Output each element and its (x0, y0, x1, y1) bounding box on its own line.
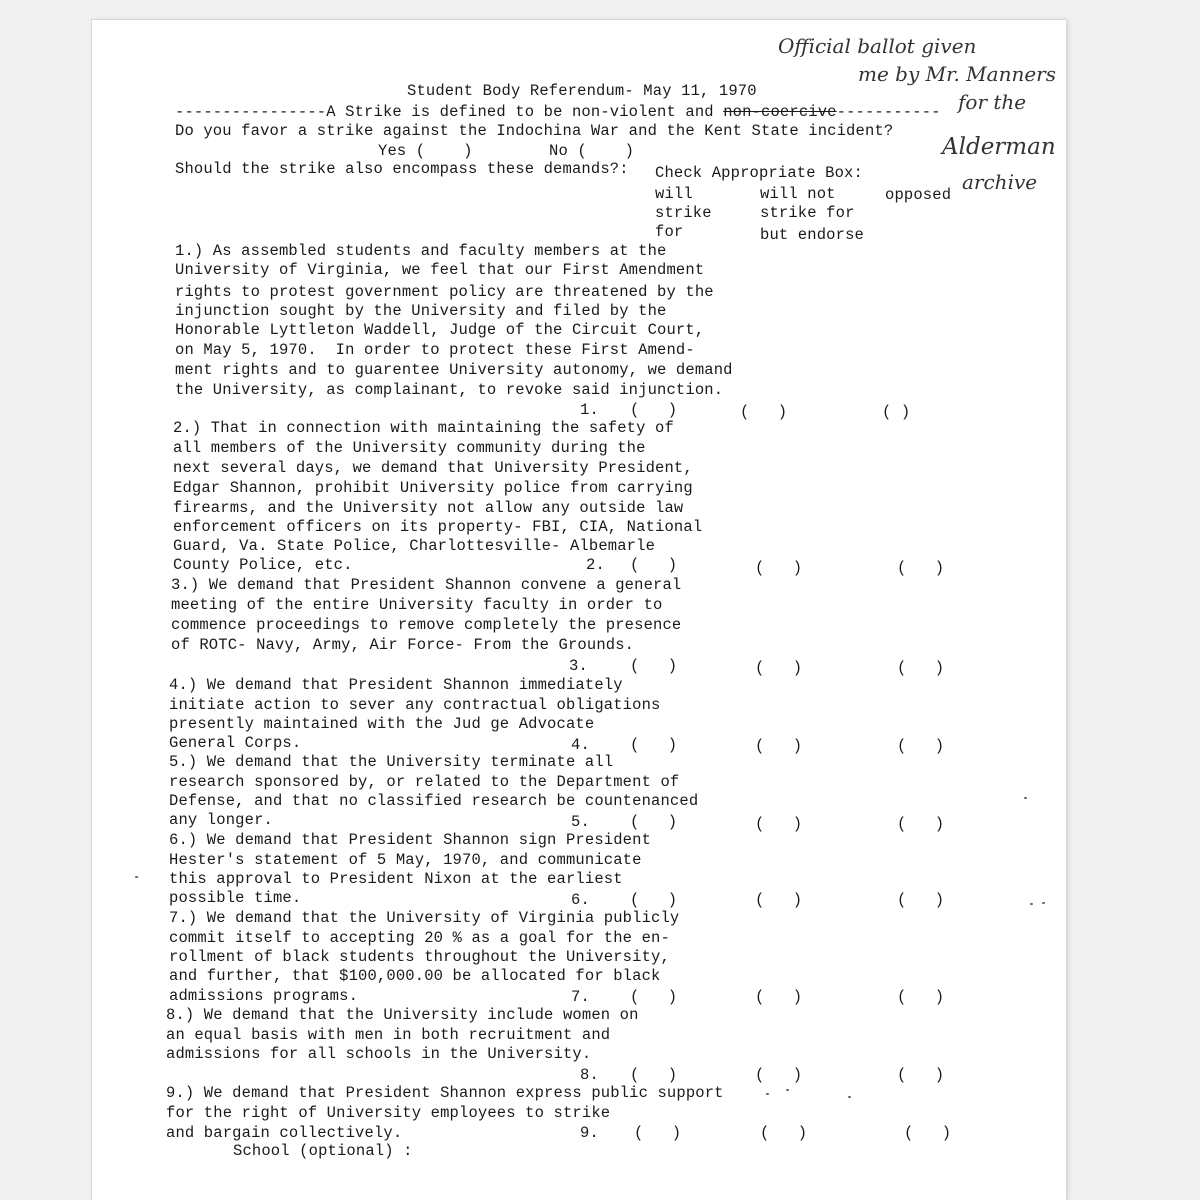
opposed-checkbox[interactable]: ( ) (904, 1124, 952, 1142)
demands-question: Should the strike also encompass these demands?: (175, 160, 629, 178)
will-not-strike-checkbox[interactable]: ( ) (740, 403, 788, 421)
demand-text-line: and bargain collectively. (166, 1124, 403, 1142)
demand-text-line: commence proceedings to remove completely the presence (171, 616, 682, 634)
demand-text-line: Honorable Lyttleton Waddell, Judge of the Circuit Court, (175, 321, 705, 339)
opposed-checkbox[interactable]: ( ) (882, 403, 911, 421)
will-not-strike-checkbox[interactable]: ( ) (755, 737, 803, 755)
demand-text-line: an equal basis with men in both recruitment and (166, 1026, 611, 1044)
demand-text-line: Edgar Shannon, prohibit University police from carrying (173, 479, 693, 497)
demand-text-line: the University, as complainant, to revoke said injunction. (175, 381, 724, 399)
column-opposed: opposed (885, 186, 952, 204)
check-instruction: Check Appropriate Box: (655, 164, 863, 182)
demand-number: 1. (580, 401, 599, 419)
scan-speck (766, 1093, 769, 1095)
demand-number: 7. (571, 988, 590, 1006)
demand-text-line: meeting of the entire University faculty in order to (171, 596, 663, 614)
scan-speck (1042, 902, 1045, 904)
demand-text-line: any longer. (169, 811, 273, 829)
demand-text-line: General Corps. (169, 734, 302, 752)
demand-text-line: 5.) We demand that the University terminate all (169, 753, 614, 771)
will-not-strike-checkbox[interactable]: ( ) (755, 815, 803, 833)
demand-text-line: presently maintained with the Jud ge Advocate (169, 715, 595, 733)
demand-number: 9. (580, 1124, 599, 1142)
demand-text-line: Hester's statement of 5 May, 1970, and communicate (169, 851, 642, 869)
will-strike-checkbox[interactable]: ( ) (634, 1124, 682, 1142)
column-will-strike-line: strike (655, 204, 712, 222)
will-not-strike-checkbox[interactable]: ( ) (755, 659, 803, 677)
will-not-strike-checkbox[interactable]: ( ) (755, 891, 803, 909)
column-will-not-strike-line: but endorse (760, 226, 864, 244)
scan-speck (1030, 903, 1033, 905)
demand-number: 6. (571, 891, 590, 909)
will-strike-checkbox[interactable]: ( ) (630, 891, 678, 909)
column-will-strike-line: will (655, 185, 693, 203)
opposed-checkbox[interactable]: ( ) (897, 1066, 945, 1084)
will-strike-checkbox[interactable]: ( ) (630, 1066, 678, 1084)
handwritten-note-line: Alderman (942, 134, 1056, 160)
demand-text-line: 3.) We demand that President Shannon convene a general (171, 576, 682, 594)
demand-text-line: ment rights and to guarentee University autonomy, we demand (175, 361, 733, 379)
will-not-strike-checkbox[interactable]: ( ) (755, 1066, 803, 1084)
demand-text-line: firearms, and the University not allow any outside law (173, 499, 684, 517)
column-will-not-strike-line: strike for (760, 204, 855, 222)
handwritten-note-line: for the (958, 90, 1027, 114)
demand-number: 8. (580, 1066, 599, 1084)
scan-speck (786, 1089, 789, 1091)
demand-text-line: 6.) We demand that President Shannon sign President (169, 831, 652, 849)
demand-text-line: possible time. (169, 889, 302, 907)
demand-text-line: this approval to President Nixon at the earliest (169, 870, 623, 888)
demand-text-line: 4.) We demand that President Shannon immediately (169, 676, 623, 694)
demand-text-line: initiate action to sever any contractual obligations (169, 696, 661, 714)
demand-text-line: 7.) We demand that the University of Virginia publicly (169, 909, 680, 927)
demand-text-line: of ROTC- Navy, Army, Air Force- From the Grounds. (171, 636, 635, 654)
demand-text-line: 8.) We demand that the University include women on (166, 1006, 639, 1024)
scan-speck (135, 876, 138, 878)
no-checkbox[interactable]: No ( ) (549, 142, 635, 160)
demand-text-line: admissions for all schools in the University. (166, 1045, 592, 1063)
will-strike-checkbox[interactable]: ( ) (630, 657, 678, 675)
demand-number: 3. (569, 657, 588, 675)
demand-text-line: admissions programs. (169, 987, 359, 1005)
will-strike-checkbox[interactable]: ( ) (630, 736, 678, 754)
demand-text-line: research sponsored by, or related to the Department of (169, 773, 680, 791)
school-label: School (optional) : (233, 1142, 413, 1160)
opposed-checkbox[interactable]: ( ) (897, 659, 945, 677)
demand-text-line: injunction sought by the University and filed by the (175, 302, 667, 320)
demand-text-line: Defense, and that no classified research be countenanced (169, 792, 699, 810)
demand-text-line: University of Virginia, we feel that our First Amendment (175, 261, 705, 279)
demand-text-line: on May 5, 1970. In order to protect these First Amend- (175, 341, 695, 359)
demand-number: 2. (586, 556, 605, 574)
opposed-checkbox[interactable]: ( ) (897, 737, 945, 755)
will-strike-checkbox[interactable]: ( ) (630, 813, 678, 831)
opposed-checkbox[interactable]: ( ) (897, 559, 945, 577)
demand-text-line: 9.) We demand that President Shannon express public support (166, 1084, 724, 1102)
demand-text-line: County Police, etc. (173, 556, 353, 574)
column-will-strike-line: for (655, 223, 684, 241)
will-strike-checkbox[interactable]: ( ) (630, 556, 678, 574)
demand-text-line: 2.) That in connection with maintaining the safety of (173, 419, 674, 437)
column-will-not-strike-line: will not (760, 185, 836, 203)
demand-text-line: for the right of University employees to strike (166, 1104, 611, 1122)
opposed-checkbox[interactable]: ( ) (897, 815, 945, 833)
will-not-strike-checkbox[interactable]: ( ) (755, 559, 803, 577)
demand-text-line: rights to protest government policy are threatened by the (175, 283, 714, 301)
demand-text-line: Guard, Va. State Police, Charlottesville- Albemarle (173, 537, 656, 555)
demand-text-line: enforcement officers on its property- FBI, CIA, National (173, 518, 703, 536)
demand-text-line: all members of the University community during the (173, 439, 646, 457)
yes-checkbox[interactable]: Yes ( ) (378, 142, 473, 160)
demand-text-line: rollment of black students throughout the University, (169, 948, 670, 966)
demand-number: 5. (571, 813, 590, 831)
handwritten-note-line: me by Mr. Manners (858, 62, 1056, 86)
strike-question: Do you favor a strike against the Indochina War and the Kent State incident? (175, 122, 894, 140)
handwritten-note-line: Official ballot given (778, 34, 977, 58)
will-not-strike-checkbox[interactable]: ( ) (755, 988, 803, 1006)
opposed-checkbox[interactable]: ( ) (897, 891, 945, 909)
ballot-title: Student Body Referendum- May 11, 1970 (407, 82, 757, 100)
scan-speck (848, 1096, 851, 1098)
demand-number: 4. (571, 736, 590, 754)
demand-text-line: commit itself to accepting 20 % as a goal for the en- (169, 929, 670, 947)
demand-text-line: 1.) As assembled students and faculty members at the (175, 242, 667, 260)
demand-text-line: next several days, we demand that University President, (173, 459, 693, 477)
demand-text-line: and further, that $100,000.00 be allocated for black (169, 967, 661, 985)
strike-definition: ----------------A Strike is defined to be non-violent and non-coercive----------- (175, 103, 941, 121)
scan-speck (1024, 797, 1027, 799)
will-strike-checkbox[interactable]: ( ) (630, 401, 678, 419)
will-not-strike-checkbox[interactable]: ( ) (760, 1124, 808, 1142)
handwritten-note-line: archive (962, 170, 1038, 194)
opposed-checkbox[interactable]: ( ) (897, 988, 945, 1006)
will-strike-checkbox[interactable]: ( ) (630, 988, 678, 1006)
